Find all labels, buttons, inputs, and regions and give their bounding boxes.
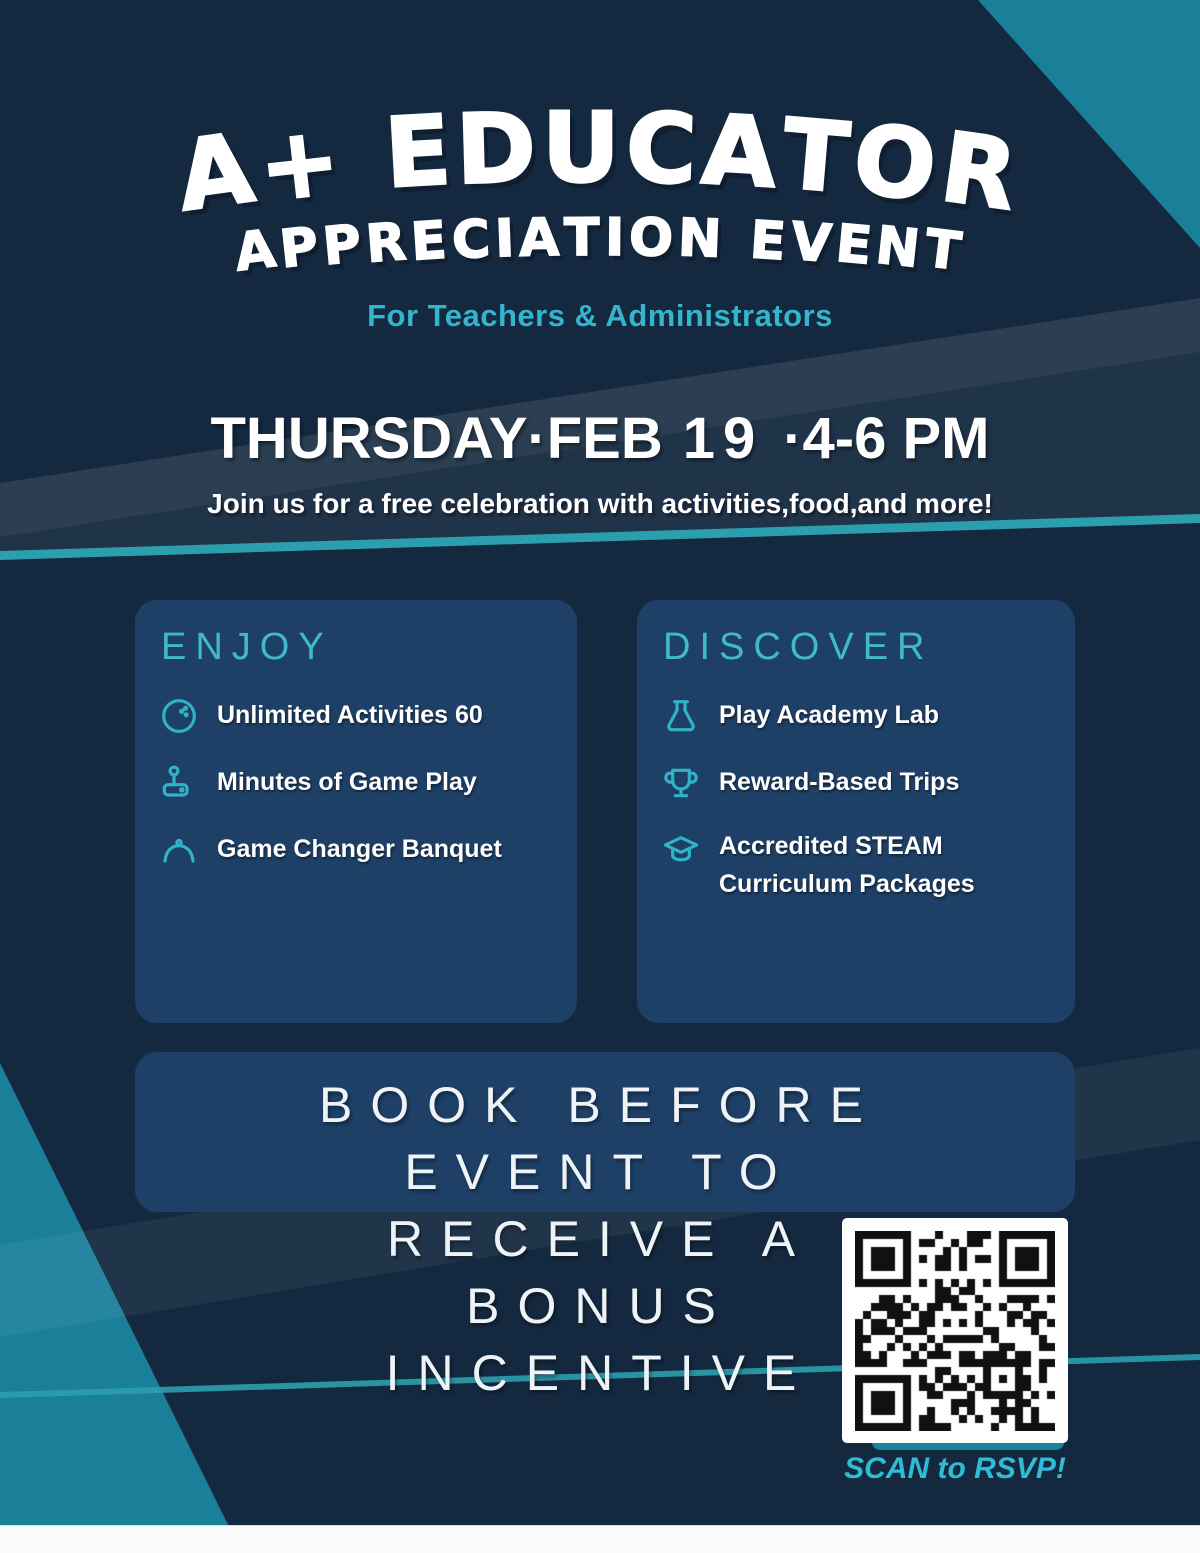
discover-heading: DISCOVER — [663, 626, 934, 668]
graduation-cap-icon — [661, 830, 701, 870]
cta-line: BOOK BEFORE — [319, 1077, 881, 1133]
date-number: 19 — [682, 406, 764, 471]
trophy-icon — [661, 763, 701, 803]
qr-code — [855, 1231, 1055, 1431]
event-date-line — [0, 406, 1200, 471]
enjoy-items — [159, 682, 563, 883]
list-item — [159, 816, 563, 883]
footer-strip — [0, 1525, 1200, 1553]
event-title-line2: APPRECIATION EVENT — [231, 207, 969, 284]
item-label: Game Changer Banquet — [217, 834, 502, 863]
qr-code-box — [842, 1218, 1068, 1443]
bowling-ball-icon — [159, 696, 199, 736]
list-item — [159, 682, 563, 749]
cta-line: EVENT TO — [404, 1144, 796, 1200]
item-label: Minutes of Game Play — [217, 767, 477, 796]
enjoy-panel — [135, 600, 577, 1023]
item-label: Reward-Based Trips — [719, 767, 960, 796]
event-subtitle: For Teachers & Administrators — [367, 298, 833, 333]
item-label: Accredited STEAM Curriculum Packages — [719, 832, 975, 898]
list-item — [159, 749, 563, 816]
qr-caption: SCAN to RSVP! — [844, 1452, 1066, 1485]
flask-icon — [661, 696, 701, 736]
joystick-icon — [159, 763, 199, 803]
discover-items — [661, 682, 1061, 903]
cta-line: BONUS — [466, 1278, 734, 1334]
discover-panel — [637, 600, 1075, 1023]
qr-block — [842, 1218, 1068, 1488]
item-label: Play Academy Lab — [719, 700, 940, 729]
list-item — [661, 682, 1061, 749]
date-day-month: THURSDAY·FEB — [210, 406, 663, 471]
cta-line: INCENTIVE — [385, 1345, 815, 1401]
food-cloche-icon — [159, 830, 199, 870]
list-item — [661, 749, 1061, 816]
item-label: Unlimited Activities 60 — [217, 700, 483, 729]
event-title-line1: A+ EDUCATOR — [171, 91, 1029, 234]
list-item — [661, 816, 1061, 903]
date-time: ·4-6 PM — [783, 406, 990, 471]
event-tagline: Join us for a free celebration with activities,food,and more! — [207, 488, 993, 519]
cta-line: RECEIVE A — [387, 1211, 813, 1267]
enjoy-heading: ENJOY — [161, 626, 333, 668]
